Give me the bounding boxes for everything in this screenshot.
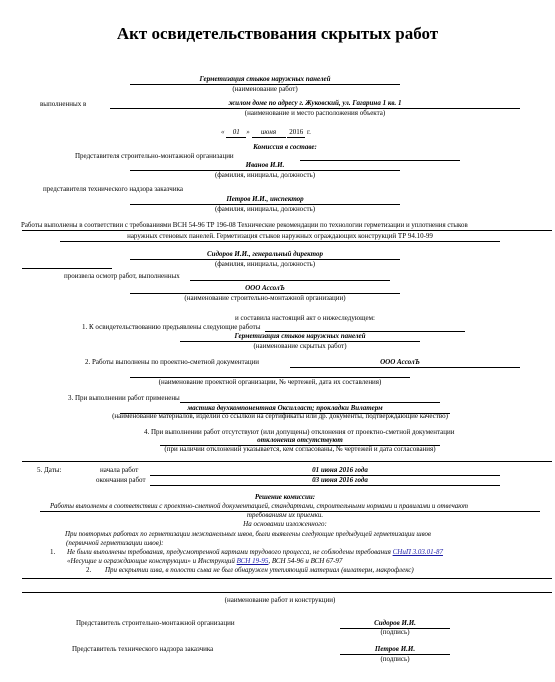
- item4-label: 4. При выполнении работ отсутствуют (или допущены) отклонения от проектно-сметной документации: [144, 428, 455, 436]
- commission-heading: Комиссия в составе:: [253, 143, 317, 151]
- location-value: жилом доме по адресу г. Жуковский, ул. Гагарина 1 кв. 1: [228, 99, 402, 107]
- date-day: 01: [226, 128, 246, 138]
- contractor-rep-label: Представителя строительно-монтажной организации: [75, 152, 234, 160]
- decision-n2-text: При вскрытии шва, в полости сыва не был обнаружен утепляющий материал (вилатерм, макрофлекс): [105, 566, 414, 574]
- item3-value: мастика двухкомпонентная Оксилласт; прокладки Вилатерм: [187, 404, 383, 412]
- item1-caption: (наименование скрытых работ): [253, 342, 347, 350]
- decision-heading: Решение комиссии:: [254, 493, 316, 501]
- decision-p1: Работы выполнены в соответствии с проектно-сметной документацией, стандартами, строительными нормами и правилами и отвечают: [50, 503, 469, 510]
- work-name-caption: (наименование работ): [232, 85, 298, 93]
- date-quote-open: «: [221, 128, 225, 136]
- dates-label: 5. Даты:: [37, 466, 62, 474]
- director-left-line: [22, 268, 112, 269]
- dates-end-value: 03 июня 2016 года: [312, 476, 368, 484]
- location-caption: (наименование и место расположения объекта): [244, 109, 386, 117]
- date-year: 2016: [289, 128, 304, 136]
- item2-line-a: [290, 367, 520, 368]
- sign-supervisor-name: Петров И.И.: [374, 645, 416, 653]
- item3-caption: (наименование материалов, изделий со ссылкой на сертификаты или др. документы, подтверждающие качество): [112, 412, 448, 420]
- sign-contractor-name: Сидоров И.И.: [374, 619, 416, 627]
- item3-label: 3. При выполнении работ применены: [68, 394, 180, 402]
- date-line: [221, 128, 311, 138]
- item2-label: 2. Работы выполнены по проектно-сметной документации: [85, 358, 260, 366]
- decision-n1b-tail: , ВСН 54-96 и ВСН 67-97: [268, 557, 343, 565]
- date-suffix: г.: [307, 128, 311, 136]
- decision-n1b: [67, 557, 342, 566]
- inspection-org: ООО АссолЪ: [245, 284, 285, 292]
- director-caption: (фамилия, инициалы, должность): [214, 260, 316, 268]
- sign-supervisor-caption: (подпись): [380, 655, 410, 663]
- decision-p5: (первичной герметизации швов):: [66, 539, 164, 547]
- sign-contractor-caption: (подпись): [380, 628, 410, 636]
- requirements-underline1: [22, 230, 552, 231]
- dates-start-label: начала работ: [100, 466, 139, 474]
- decision-n2-num: 2.: [86, 566, 92, 574]
- dates-start-value: 01 июня 2016 года: [312, 466, 368, 474]
- final-caption: (наименование работ и конструкции): [224, 596, 336, 604]
- decision-blank-line-1: [22, 578, 552, 579]
- sign-supervisor-label: Представитель технического надзора заказчика: [72, 645, 214, 653]
- decision-p2: требованиям их приемки.: [246, 511, 324, 519]
- director-name: Сидоров И.И., генеральный директор: [207, 250, 323, 258]
- decision-n1: [67, 548, 443, 557]
- sign-contractor-label: Представитель строительно-монтажной организации: [76, 619, 235, 627]
- work-name-value: Герметизация стыков наружных панелей: [199, 75, 331, 83]
- date-quote-close: »: [246, 128, 250, 136]
- item3-line-a: [180, 402, 440, 403]
- item1-value: Герметизация стыков наружных панелей: [234, 332, 366, 340]
- supervisor-rep-name: Петров И.И., инспектор: [226, 195, 304, 203]
- inspection-label: произвела осмотр работ, выполненных: [64, 272, 180, 280]
- supervisor-rep-label: представителя технического надзора заказчика: [43, 185, 183, 193]
- decision-blank-line-2: [22, 592, 552, 593]
- decision-p4: При повторных работах по герметизации межпанельных швов, были выявлены следующие предыдущей герметизации швов: [65, 531, 431, 538]
- requirements-line1: Работы выполнены в соответствии с требованиями ВСН 54-96 ТР 196-08 Технические рекомендации по технологии герметизации и уплотнения стыков: [21, 222, 468, 229]
- dates-end-label: окончания работ: [96, 476, 146, 484]
- location-prefix: выполненных в: [40, 100, 87, 108]
- item4-value: отклонения отсутствуют: [257, 436, 343, 444]
- document-title: Акт освидетельствования скрытых работ: [116, 24, 439, 43]
- inspection-line-a: [190, 280, 390, 281]
- item2-caption: (наименование проектной организации, № чертежей, дата их составления): [158, 378, 382, 386]
- item1-label: 1. К освидетельствованию предъявлены следующие работы: [82, 323, 261, 331]
- date-month: июня: [252, 128, 286, 138]
- requirements-underline2: [60, 241, 500, 242]
- act-intro: и составила настоящий акт о нижеследующем:: [235, 314, 375, 322]
- decision-p3: На основании изложенного:: [243, 520, 327, 528]
- contractor-rep-caption: (фамилия, инициалы, должность): [214, 171, 316, 179]
- inspection-caption: (наименование строительно-монтажной организации): [184, 294, 346, 302]
- decision-n1-num: 1.: [50, 548, 56, 556]
- item4-caption: (при наличии отклонений указывается, кем согласованы, № чертежей и дата согласования): [164, 445, 436, 453]
- requirements-line2: наружных стеновых панелей. Герметизация стыков наружных ограждающих конструкций ТР 94.10-99: [127, 232, 433, 240]
- decision-n1b-text: «Несущие и ограждающие конструкции» и Инструкций: [67, 557, 235, 565]
- item2-value: ООО АссолЪ: [380, 358, 420, 366]
- dates-top-line: [22, 461, 552, 462]
- decision-n1-text: Не были выполнены требования, предусмотренной картами трудового процесса, не соблюдены требования: [67, 548, 391, 556]
- dates-end-line: [150, 485, 500, 486]
- vsn-link[interactable]: ВСН 19-95: [236, 557, 269, 565]
- supervisor-rep-caption: (фамилия, инициалы, должность): [214, 205, 316, 213]
- snip-link[interactable]: СНиП 3.03.01-87: [392, 548, 443, 556]
- contractor-rep-name: Иванов И.И.: [245, 161, 285, 169]
